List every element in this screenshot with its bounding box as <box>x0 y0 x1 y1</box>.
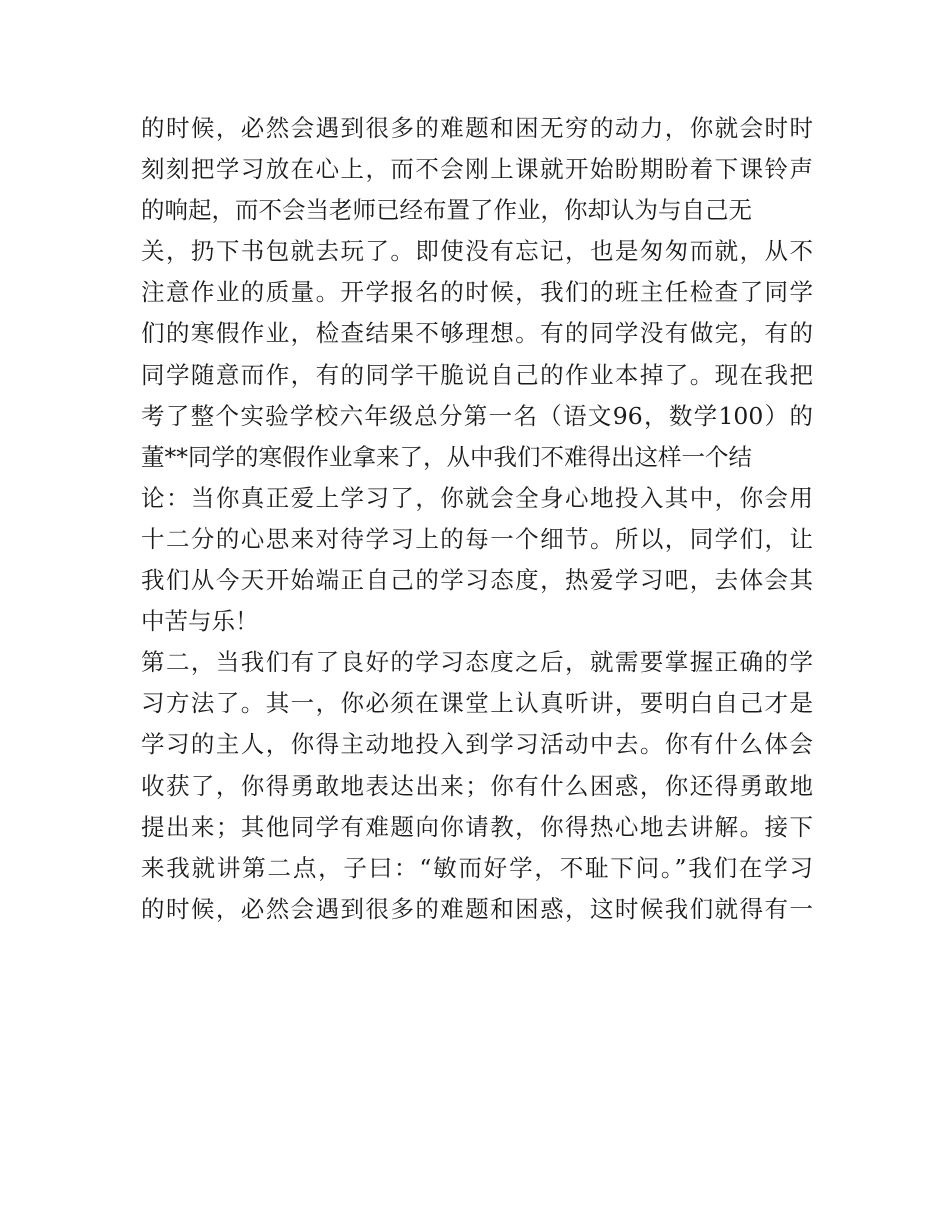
text-line: 刻刻把学习放在心上，而不会刚上课就开始盼期盼着下课铃声 <box>141 155 813 184</box>
text-line: 的响起，而不会当老师已经布置了作业，你却认为与自己无 <box>141 196 752 225</box>
body-text <box>141 108 813 930</box>
text-line: 第二，当我们有了良好的学习态度之后，就需要掌握正确的学 <box>141 648 813 677</box>
text-line: 们的寒假作业，检查结果不够理想。有的同学没有做完，有的 <box>141 319 813 348</box>
text-line: 关，扔下书包就去玩了。即使没有忘记，也是匆匆而就，从不 <box>141 237 813 266</box>
text-line: 中苦与乐！ <box>141 607 259 636</box>
text-line: 十二分的心思来对待学习上的每一个细节。所以，同学们，让 <box>141 524 813 553</box>
text-line: 收获了，你得勇敢地表达出来；你有什么困惑，你还得勇敢地 <box>141 771 813 800</box>
text-line: 论：当你真正爱上学习了，你就会全身心地投入其中，你会用 <box>141 483 813 512</box>
text-line: 注意作业的质量。开学报名的时候，我们的班主任检查了同学 <box>141 278 813 307</box>
text-line: 同学随意而作，有的同学干脆说自己的作业本掉了。现在我把 <box>141 360 813 389</box>
text-line: 董**同学的寒假作业拿来了，从中我们不难得出这样一个结 <box>141 442 752 471</box>
text-line: 习方法了。其一，你必须在课堂上认真听讲，要明白自己才是 <box>141 689 813 718</box>
text-line: 的时候，必然会遇到很多的难题和困无穷的动力，你就会时时 <box>141 114 813 142</box>
text-line: 提出来；其他同学有难题向你请教，你得热心地去讲解。接下 <box>141 812 813 841</box>
text-line: 我们从今天开始端正自己的学习态度，热爱学习吧，去体会其 <box>141 566 813 595</box>
text-line: 的时候，必然会遇到很多的难题和困惑，这时候我们就得有一 <box>141 894 813 923</box>
text-line: 考了整个实验学校六年级总分第一名（语文96，数学100）的 <box>141 401 813 430</box>
text-line: 学习的主人，你得主动地投入到学习活动中去。你有什么体会 <box>141 730 813 759</box>
text-line: 来我就讲第二点，子曰：“敏而好学，不耻下问。”我们在学习 <box>141 853 813 882</box>
